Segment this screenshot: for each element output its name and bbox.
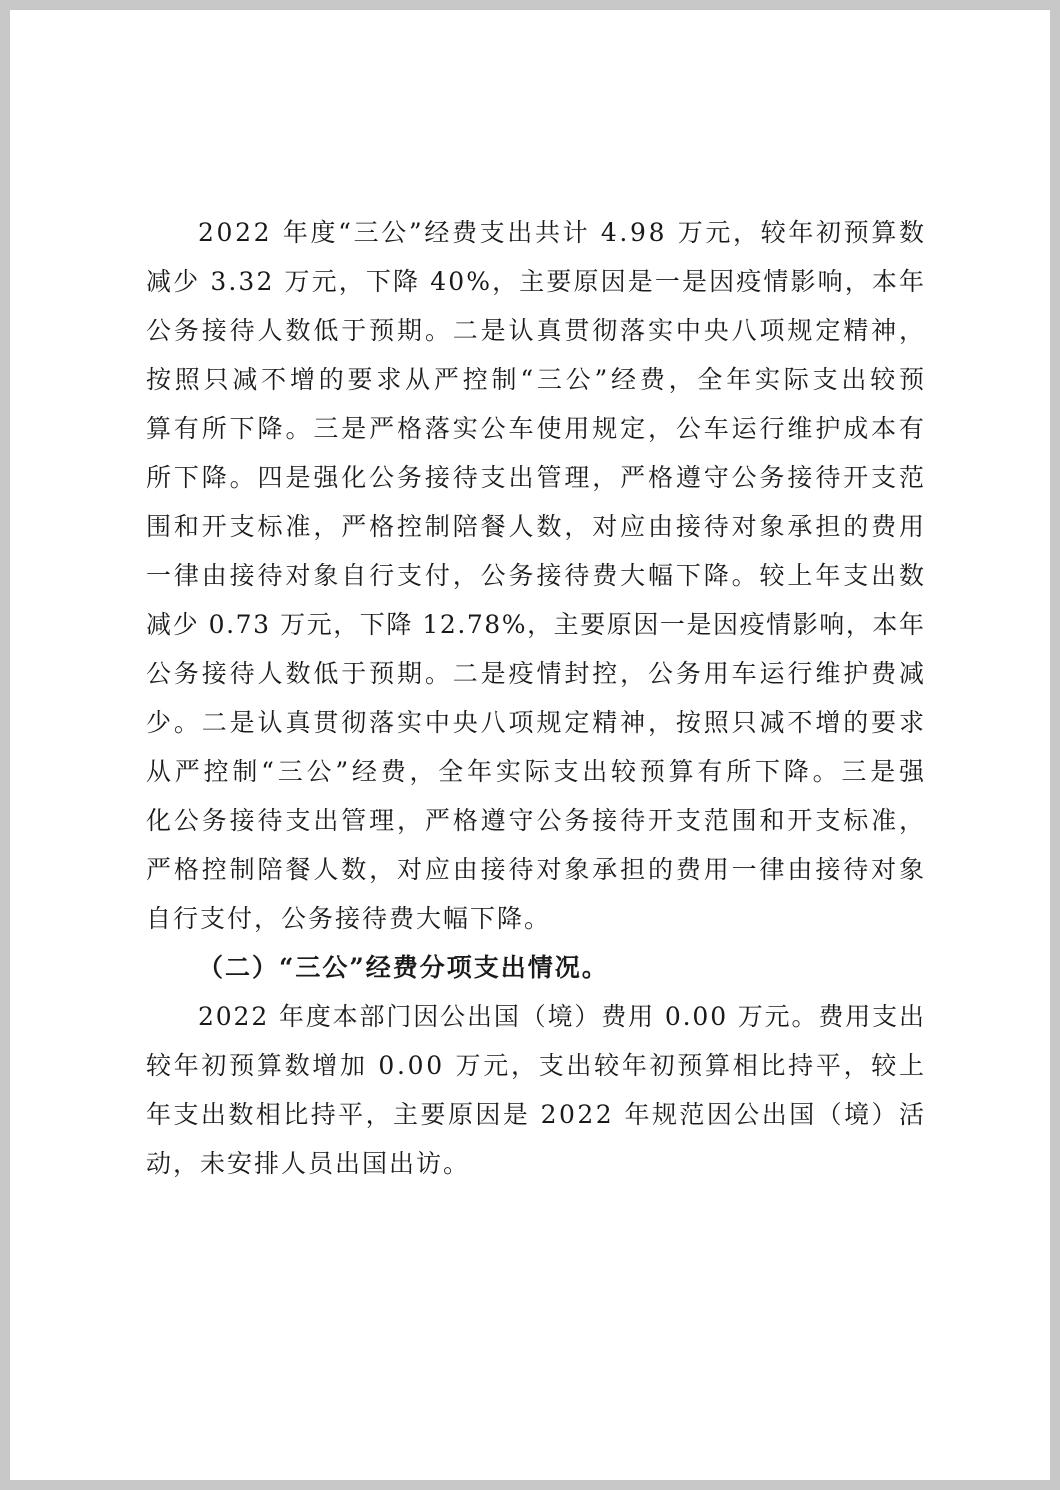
text-line: 化公务接待支出管理，严格遵守公务接待开支范围和开支标准， [146, 806, 927, 835]
text-line: 所下降。四是强化公务接待支出管理，严格遵守公务接待开支范 [146, 463, 927, 492]
text-line: 年支出数相比持平，主要原因是 2022 年规范因公出国（境）活 [146, 1100, 927, 1129]
text-line: 减少 3.32 万元，下降 40%，主要原因是一是因疫情影响，本年 [146, 267, 927, 296]
document-page [10, 10, 1050, 1480]
paragraph-three-public-expenses-overview [146, 208, 928, 943]
paragraph-overseas-travel-expenses [146, 992, 927, 1188]
text-line: 按照只减不增的要求从严控制“三公”经费，全年实际支出较预 [146, 365, 928, 394]
text-line: 减少 0.73 万元，下降 12.78%，主要原因一是因疫情影响，本年 [146, 610, 926, 639]
text-line: 2022 年度“三公”经费支出共计 4.98 万元，较年初预算数 [198, 218, 927, 247]
text-line: 动，未安排人员出国出访。 [146, 1149, 471, 1178]
text-line: 公务接待人数低于预期。二是认真贯彻落实中央八项规定精神， [146, 316, 927, 345]
text-line: 严格控制陪餐人数，对应由接待对象承担的费用一律由接待对象 [146, 855, 927, 884]
text-line: 从严控制“三公”经费，全年实际支出较预算有所下降。三是强 [146, 757, 928, 786]
text-line: 少。二是认真贯彻落实中央八项规定精神，按照只减不增的要求 [146, 708, 927, 737]
text-line: 围和开支标准，严格控制陪餐人数，对应由接待对象承担的费用 [146, 512, 927, 541]
text-line: 公务接待人数低于预期。二是疫情封控，公务用车运行维护费减 [146, 659, 927, 688]
text-line: 一律由接待对象自行支付，公务接待费大幅下降。较上年支出数 [146, 561, 927, 590]
section-heading: （二）“三公”经费分项支出情况。 [198, 953, 609, 982]
text-line: 2022 年度本部门因公出国（境）费用 0.00 万元。费用支出 [198, 1002, 926, 1031]
text-line: 自行支付，公务接待费大幅下降。 [146, 904, 552, 933]
document-body [146, 208, 928, 1188]
text-line: 算有所下降。三是严格落实公车使用规定，公车运行维护成本有 [146, 414, 927, 443]
text-line: 较年初预算数增加 0.00 万元，支出较年初预算相比持平，较上 [146, 1051, 927, 1080]
